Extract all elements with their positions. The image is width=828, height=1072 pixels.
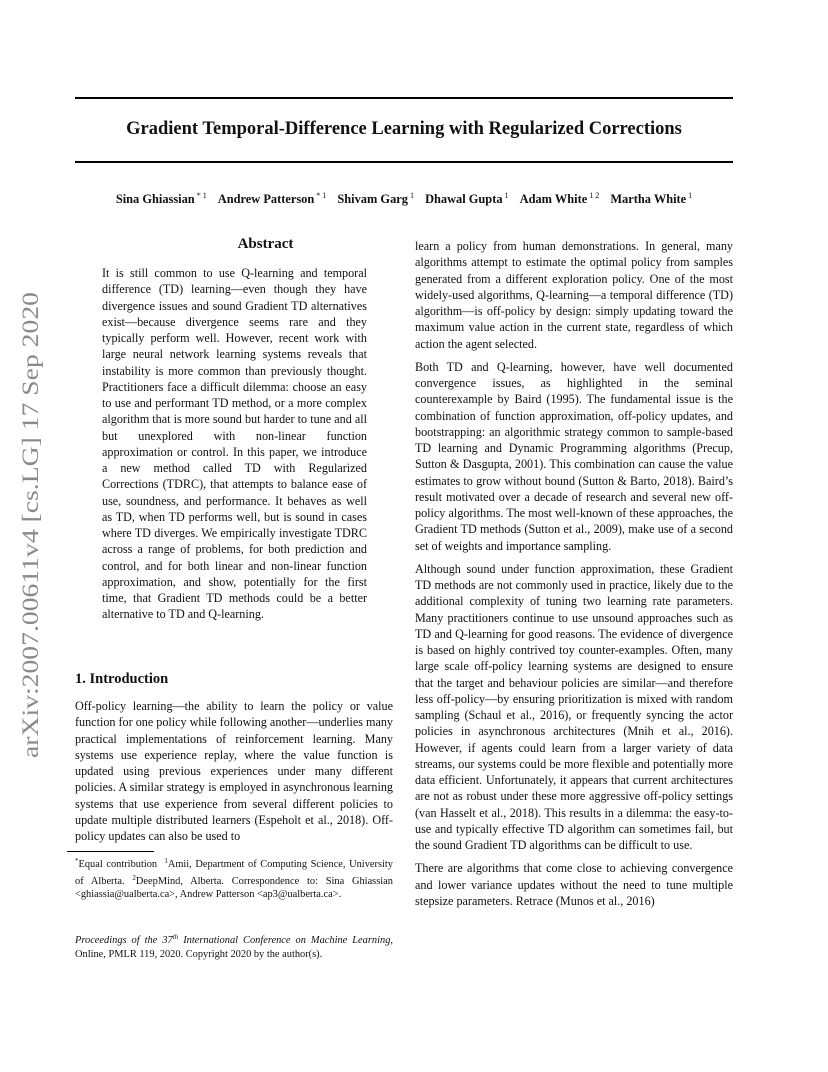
author-affiliation-marks: 1 <box>504 191 509 200</box>
author-name: Sina Ghiassian <box>115 192 195 206</box>
footnote-mark: 2 <box>132 873 136 882</box>
author <box>610 192 692 206</box>
author <box>337 192 414 206</box>
author-affiliation-marks: 1 <box>688 191 693 200</box>
conference-name: International Conference on Machine Learning <box>178 935 391 946</box>
arxiv-identifier-text: arXiv:2007.00611v4 [cs.LG] 17 Sep 2020 <box>18 362 44 758</box>
abstract-heading: Abstract <box>237 236 294 252</box>
right-column <box>415 238 733 916</box>
correspondence-note: Correspondence to: Sina Ghiassian <ghiassia@ualberta.ca>, Andrew Patterson <ap3@ualberta.ca>. <box>75 875 393 901</box>
title-bottom-rule <box>75 161 733 163</box>
author-name: Dhawal Gupta <box>425 192 503 206</box>
arxiv-identifier-stamp <box>16 292 44 758</box>
section-heading-introduction: 1. Introduction <box>75 671 169 687</box>
abstract-text: It is still common to use Q-learning and temporal difference (TD) learning—even though they have divergence issues and sound Gradient TD alternatives exist—because divergence seems rare and they typically perform well. However, recent work with large neural network learning systems reveals that instability is more common than previously thought. Practitioners face a difficult dilemma: choose an easy to use and performant TD method, or a more complex algorithm that is more sound but harder to tune and all but unexplored with non-linear function approximation or control. In this paper, we introduce a new method called TD with Regularized Corrections (TDRC), that attempts to balance ease of use, soundness, and performance. It behaves as well as TD, when TD performs well, but is sound in cases where TD diverges. We empirically investigate TDRC across a range of problems, for both prediction and control, and for both linear and non-linear function approximation, and show, potentially for the first time, that Gradient TD methods could be a better alternative to TD and Q-learning. <box>102 266 367 622</box>
footnote-mark: 1 <box>164 857 168 865</box>
proceedings-note <box>75 931 393 961</box>
author-affiliation-marks: 1 <box>409 191 414 200</box>
author-name: Shivam Garg <box>337 192 408 206</box>
author-affiliation-marks: * 1 <box>316 191 327 200</box>
proceedings-prefix: Proceedings of the 37 <box>75 935 173 946</box>
author-list <box>75 191 733 207</box>
paragraph: Both TD and Q-learning, however, have well documented convergence issues, as highlighted in the seminal counterexample by Baird (1995). The fundamental issue is the combination of function approximation, off-policy updates, and bootstrapping: an algorithmic strategy common to sample-based TD learning and Dynamic Programming algorithms (Precup, Sutton & Dasgupta, 2001). This combination can cause the value estimates to grow without bound (Sutton & Barto, 2018). Baird’s result motivated over a decade of research and several new off-policy algorithms. The most well-known of these approaches, the Gradient TD methods (Sutton et al., 2009), make use of a second set of weights and importance sampling. <box>415 359 733 553</box>
author <box>520 192 600 206</box>
paragraph: learn a policy from human demonstrations. In general, many algorithms attempt to estimate the optimal policy from samples generated from a different exploration policy. One of the most widely-used algorithms, Q-learning—a temporal difference (TD) algorithm—is off-policy by design: simply updating toward the maximum value action in the current state, regardless of which action the agent selected. <box>415 239 733 351</box>
affiliation-footnote <box>75 855 393 902</box>
author-affiliation-marks: * 1 <box>196 191 207 200</box>
author <box>116 192 207 206</box>
author-affiliation-marks: 1 2 <box>589 191 600 200</box>
top-rule <box>75 97 733 99</box>
proceedings-details: , Online, PMLR 119, 2020. Copyright 2020 by the author(s). <box>75 935 393 960</box>
footnote-rule <box>67 851 154 852</box>
author-name: Martha White <box>610 192 687 206</box>
affiliation-2: DeepMind, Alberta. <box>135 875 224 887</box>
author-name: Andrew Patterson <box>217 192 315 206</box>
footnote-mark: * <box>75 857 79 865</box>
author-name: Adam White <box>519 192 588 206</box>
equal-contribution-note: Equal contribution <box>78 859 158 870</box>
proceedings-ordinal: th <box>172 933 179 941</box>
author <box>218 192 326 206</box>
paragraph: There are algorithms that come close to achieving convergence and lower variance updates without the need to tune multiple stepsize parameters. Retrace (Munos et al., 2016) <box>415 861 733 908</box>
introduction-text: Off-policy learning—the ability to learn the policy or value function for one policy while following another—underlies many practical implementations of reinforcement learning. Many systems use experience replay, where the value function is updated using previous experiences under many different policies. A similar strategy is employed in asynchronous learning systems that use experience from several different policies to update multiple distributed learners (Espeholt et al., 2018). Off-policy updates can also be used to <box>75 699 393 843</box>
affiliation-1: Amii, Department of Computing Science, University of Alberta. <box>75 859 393 887</box>
paragraph: Although sound under function approximation, these Gradient TD methods are not commonly used in practice, likely due to the additional complexity of tuning two learning rate parameters. Many practitioners continue to use unsound approaches such as TD and Q-learning for good reasons. The evidence of divergence is based on highly contrived toy counter-examples. Often, many large scale off-policy learning systems are designed to ensure that the target and behaviour policies are similar—and therefore less off-policy—by ensuring prioritization is mixed with random sampling (Schaul et al., 2016), or frequently syncing the actor policies in asynchronous architectures (Mnih et al., 2016). However, if agents could learn from a larger variety of data streams, our systems could be more flexible and potentially more data efficient. Unfortunately, it appears that current architectures are not as robust under these more aggressive off-policy settings (van Hasselt et al., 2018). This results in a dilemma: the easy-to-use and typically effective TD algorithm can sometimes fail, but the sound Gradient TD algorithms can be difficult to use. <box>415 561 733 852</box>
author <box>425 192 508 206</box>
paper-title: Gradient Temporal-Difference Learning with Regularized Corrections <box>126 119 682 139</box>
